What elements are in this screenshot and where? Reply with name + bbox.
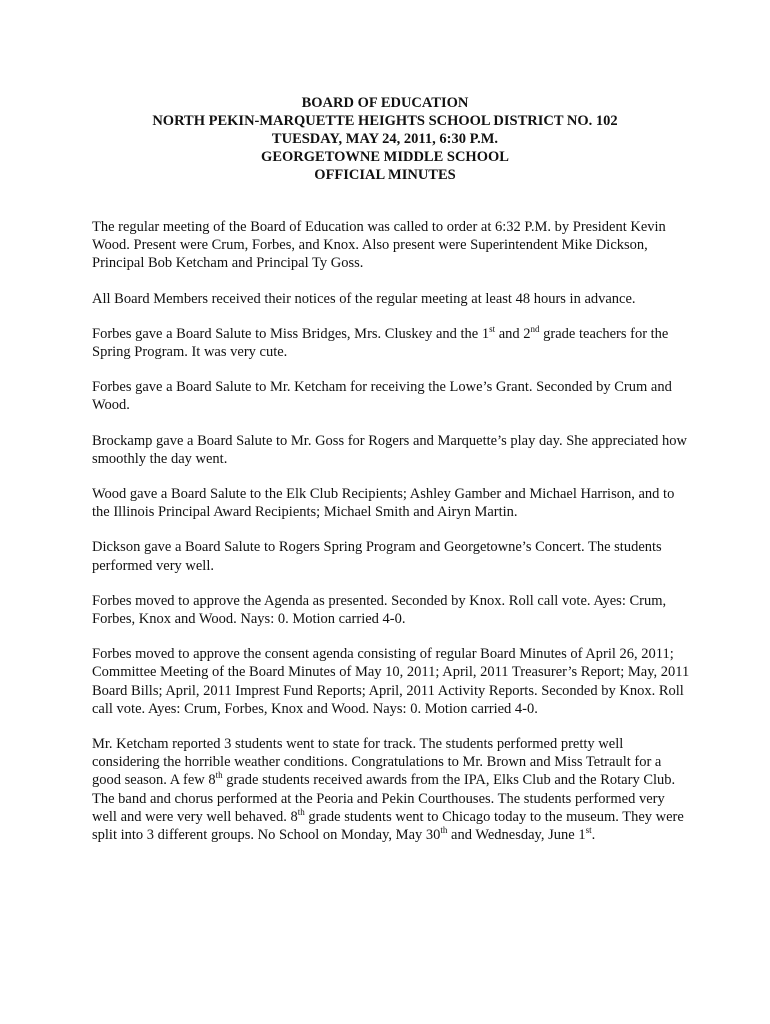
header-official-minutes: OFFICIAL MINUTES: [314, 167, 456, 183]
header-board-title: BOARD OF EDUCATION: [301, 95, 469, 111]
header-location: GEORGETOWNE MIDDLE SCHOOL: [261, 149, 509, 165]
text-segment: Mr. Ketcham reported 3 students went to state for track. The students performed pretty well considering the horrible weather conditions. Congratulations to Mr. Brown and Miss Tetrault for a good season. A few 8: [92, 736, 662, 789]
ordinal-suffix: th: [440, 825, 448, 836]
paragraph-salute-ketcham: Forbes gave a Board Salute to Mr. Ketcham for receiving the Lowe’s Grant. Seconded by Crum and Wood.: [92, 379, 672, 414]
paragraph-salute-concert: Dickson gave a Board Salute to Rogers Spring Program and Georgetowne’s Concert. The students performed very well.: [92, 539, 662, 574]
text-segment: and Wednesday, June 1: [447, 827, 586, 844]
minutes-body: [92, 218, 692, 861]
paragraph-principal-report: [92, 735, 692, 844]
paragraph-notices: All Board Members received their notices of the regular meeting at least 48 hours in advance.: [92, 290, 636, 307]
ordinal-suffix: st: [489, 323, 496, 334]
ordinal-suffix: th: [297, 806, 305, 817]
text-segment: and 2: [495, 325, 531, 342]
paragraph-consent-agenda: Forbes moved to approve the consent agenda consisting of regular Board Minutes of April 26, 2011; Committee Meeting of the Board Minutes of May 10, 2011; April, 2011 Treasurer’s Report; May, 2011 Board Bills; April, 2011 Imprest Fund Reports; April, 2011 Activity Reports. Seconded by Knox. Roll call vote. Ayes: Crum, Forbes, Knox and Wood. Nays: 0. Motion carried 4-0.: [92, 646, 690, 717]
text-segment: .: [591, 827, 596, 844]
paragraph-call-to-order: The regular meeting of the Board of Education was called to order at 6:32 P.M. by President Kevin Wood. Present were Crum, Forbes, and Knox. Also present were Superintendent Mike Dickson, Principal Bob Ketcham and Principal Ty Goss.: [92, 219, 666, 272]
text-segment: grade students went to Chicago today to the museum. They were split into 3 different groups. No School on Monday, May 30: [92, 808, 684, 844]
ordinal-suffix: th: [215, 770, 223, 781]
text-segment: grade students received awards from the IPA, Elks Club and the Rotary Club. The band and chorus performed at the Peoria and Pekin Courthouses. The students performed very well and were very well behaved. 8: [92, 772, 676, 825]
ordinal-suffix: nd: [530, 323, 540, 334]
header-district-name: NORTH PEKIN-MARQUETTE HEIGHTS SCHOOL DISTRICT NO. 102: [152, 113, 618, 129]
ordinal-suffix: st: [585, 825, 592, 836]
paragraph-salute-recipients: Wood gave a Board Salute to the Elk Club Recipients; Ashley Gamber and Michael Harrison, and to the Illinois Principal Award Recipients; Michael Smith and Airyn Martin.: [92, 486, 675, 521]
text-segment: Forbes gave a Board Salute to Miss Bridges, Mrs. Cluskey and the 1: [92, 325, 490, 342]
text-segment: grade teachers for the Spring Program. It was very cute.: [92, 325, 669, 361]
paragraph-salute-teachers: [92, 325, 692, 361]
header-meeting-date: TUESDAY, MAY 24, 2011, 6:30 P.M.: [271, 131, 499, 147]
paragraph-salute-goss: Brockamp gave a Board Salute to Mr. Goss for Rogers and Marquette’s play day. She appreciated how smoothly the day went.: [92, 432, 688, 467]
document-header: [0, 94, 770, 184]
paragraph-approve-agenda: Forbes moved to approve the Agenda as presented. Seconded by Knox. Roll call vote. Ayes: Crum, Forbes, Knox and Wood. Nays: 0. Motion carried 4-0.: [92, 592, 667, 628]
